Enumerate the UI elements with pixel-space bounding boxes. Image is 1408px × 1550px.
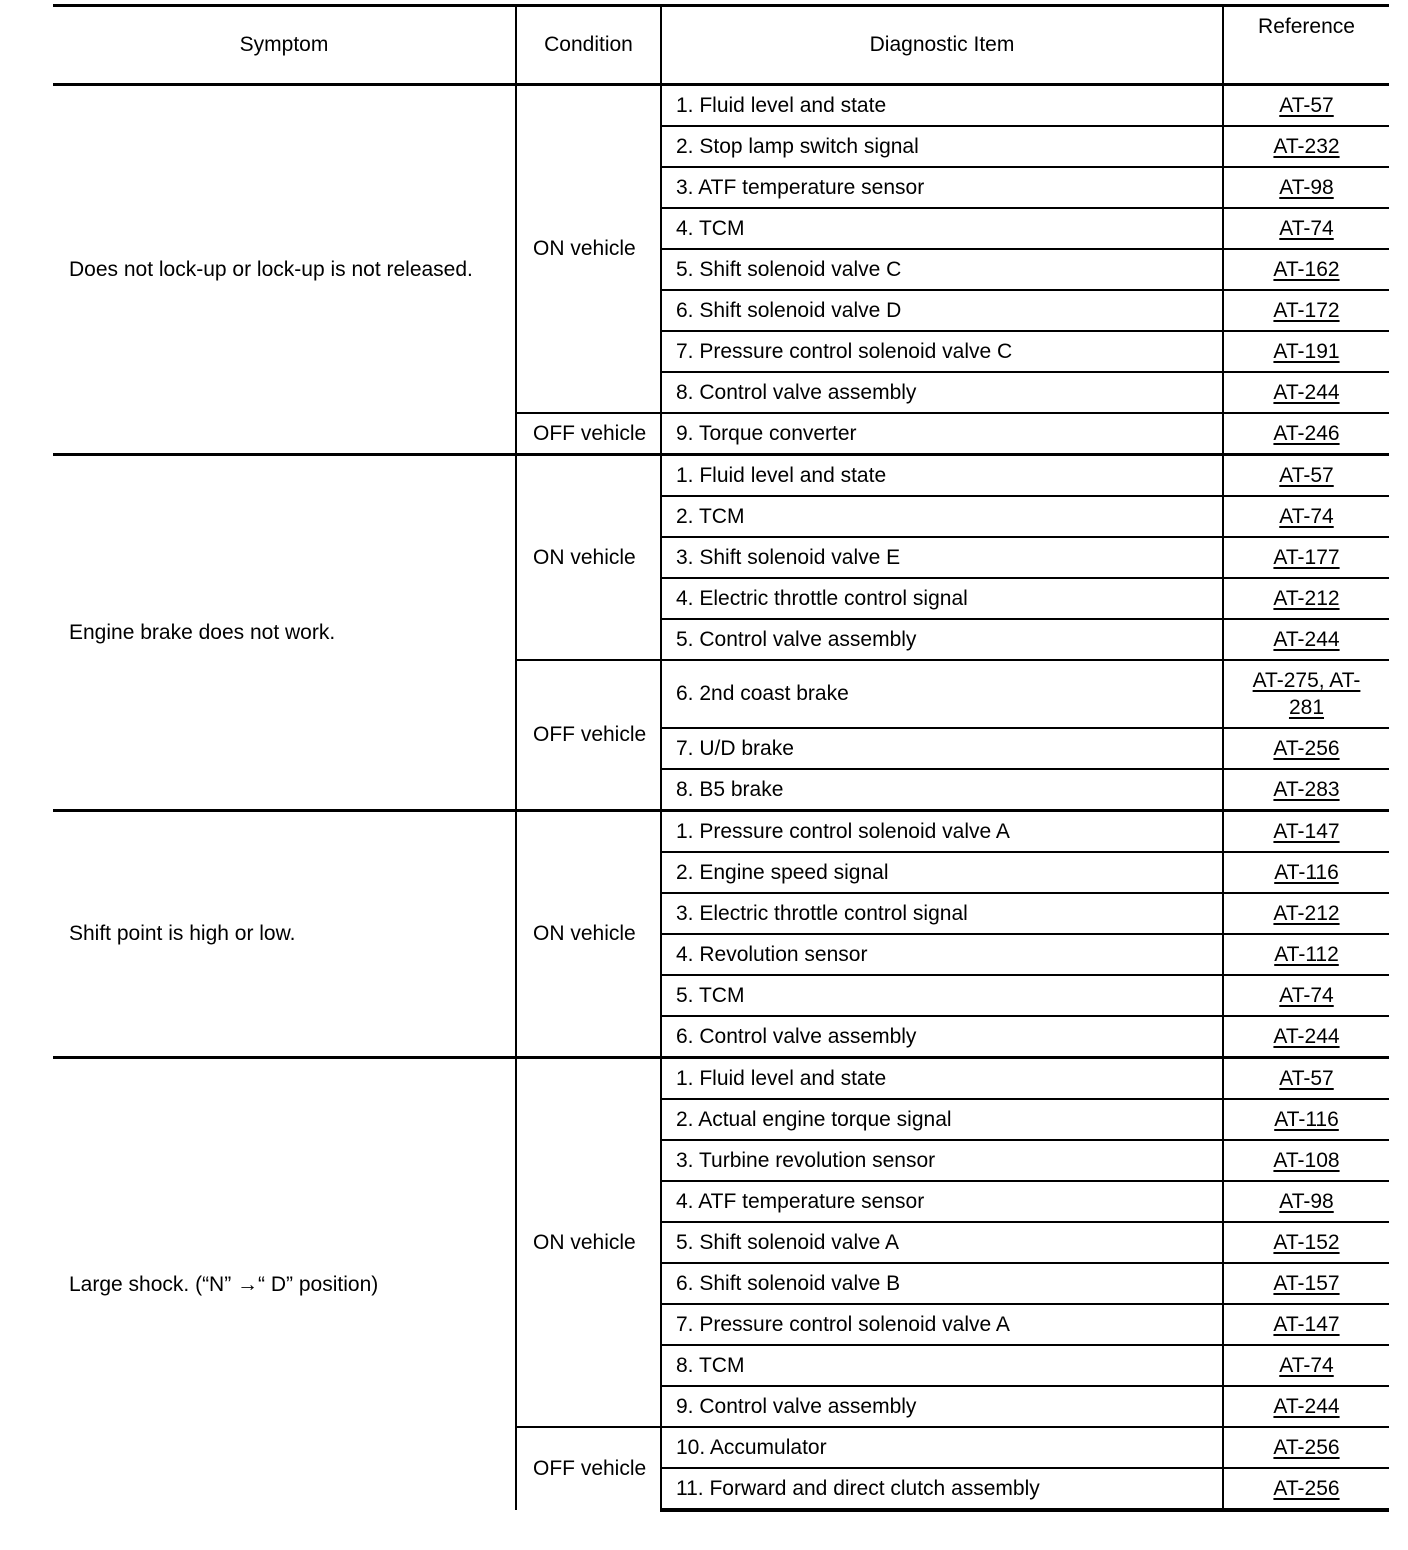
reference-link[interactable]: AT-177 (1273, 546, 1340, 569)
diagnostic-item-cell: 9. Torque converter (661, 413, 1223, 455)
reference-cell (1223, 728, 1389, 769)
reference-link[interactable]: AT-172 (1273, 299, 1340, 322)
reference-cell (1223, 1058, 1389, 1100)
table-row (53, 1058, 1389, 1100)
reference-link[interactable]: AT-283 (1273, 778, 1340, 801)
reference-header: Reference (1223, 6, 1389, 85)
reference-link[interactable]: AT-256 (1273, 1436, 1340, 1459)
header-row (53, 6, 1389, 85)
diagnostic-item-cell: 4. ATF temperature sensor (661, 1181, 1223, 1222)
condition-cell: OFF vehicle (516, 413, 661, 455)
diagnostic-item-cell: 9. Control valve assembly (661, 1386, 1223, 1427)
diagnostic-item-cell: 1. Fluid level and state (661, 85, 1223, 127)
reference-link[interactable]: AT-246 (1273, 422, 1340, 445)
condition-cell: OFF vehicle (516, 660, 661, 811)
diagnostic-item-cell: 11. Forward and direct clutch assembly (661, 1468, 1223, 1510)
diagnostic-item-cell: 6. Control valve assembly (661, 1016, 1223, 1058)
reference-link[interactable]: AT-275, AT-281 (1252, 669, 1361, 719)
reference-cell (1223, 290, 1389, 331)
reference-cell (1223, 85, 1389, 127)
diagnostic-item-cell: 5. TCM (661, 975, 1223, 1016)
reference-link[interactable]: AT-98 (1279, 1190, 1334, 1213)
reference-cell (1223, 496, 1389, 537)
reference-cell (1223, 455, 1389, 497)
reference-link[interactable]: AT-212 (1273, 902, 1340, 925)
diagnostic-item-cell: 1. Pressure control solenoid valve A (661, 811, 1223, 853)
reference-cell (1223, 1181, 1389, 1222)
reference-cell (1223, 126, 1389, 167)
diagnostic-item-cell: 6. Shift solenoid valve B (661, 1263, 1223, 1304)
condition-header: Condition (516, 6, 661, 85)
symptom-cell: Shift point is high or low. (53, 811, 516, 1058)
diagnostic-item-cell: 1. Fluid level and state (661, 455, 1223, 497)
reference-cell (1223, 811, 1389, 853)
reference-cell (1223, 1099, 1389, 1140)
diagnosis-table (53, 4, 1389, 1512)
diagnostic-item-cell: 6. Shift solenoid valve D (661, 290, 1223, 331)
symptom-cell: Engine brake does not work. (53, 455, 516, 811)
condition-cell: ON vehicle (516, 455, 661, 661)
condition-cell: ON vehicle (516, 811, 661, 1058)
reference-cell (1223, 660, 1389, 728)
reference-link[interactable]: AT-212 (1273, 587, 1340, 610)
table-row (53, 85, 1389, 127)
symptom-cell: Does not lock-up or lock-up is not released. (53, 85, 516, 455)
reference-cell (1223, 167, 1389, 208)
reference-link[interactable]: AT-74 (1279, 984, 1334, 1007)
diagnostic-item-cell: 3. Electric throttle control signal (661, 893, 1223, 934)
reference-link[interactable]: AT-244 (1273, 628, 1340, 651)
reference-cell (1223, 249, 1389, 290)
reference-link[interactable]: AT-256 (1273, 737, 1340, 760)
reference-cell (1223, 1140, 1389, 1181)
reference-cell (1223, 934, 1389, 975)
diagnostic-item-cell: 1. Fluid level and state (661, 1058, 1223, 1100)
reference-cell (1223, 769, 1389, 811)
reference-cell (1223, 852, 1389, 893)
reference-cell (1223, 975, 1389, 1016)
table-row (53, 455, 1389, 497)
diagnostic-item-cell: 7. U/D brake (661, 728, 1223, 769)
reference-link[interactable]: AT-57 (1279, 1067, 1334, 1090)
reference-link[interactable]: AT-108 (1273, 1149, 1340, 1172)
reference-cell (1223, 1345, 1389, 1386)
diagnostic-item-cell: 4. Revolution sensor (661, 934, 1223, 975)
diagnostic-item-cell: 7. Pressure control solenoid valve A (661, 1304, 1223, 1345)
diagnostic-item-cell: 2. Stop lamp switch signal (661, 126, 1223, 167)
reference-cell (1223, 372, 1389, 413)
reference-link[interactable]: AT-191 (1273, 340, 1340, 363)
diagnostic-item-cell: 4. Electric throttle control signal (661, 578, 1223, 619)
symptom-cell: Large shock. (“N” →“ D” position) (53, 1058, 516, 1511)
reference-cell (1223, 1222, 1389, 1263)
reference-link[interactable]: AT-147 (1273, 1313, 1340, 1336)
diagnostic-item-cell: 5. Shift solenoid valve A (661, 1222, 1223, 1263)
symptom-header: Symptom (53, 6, 516, 85)
diagnostic-item-cell: 7. Pressure control solenoid valve C (661, 331, 1223, 372)
reference-link[interactable]: AT-112 (1274, 943, 1339, 966)
table-row (53, 811, 1389, 853)
reference-cell (1223, 413, 1389, 455)
diagnostic-item-cell: 3. Turbine revolution sensor (661, 1140, 1223, 1181)
reference-link[interactable]: AT-157 (1273, 1272, 1340, 1295)
diagnostic-item-cell: 2. Engine speed signal (661, 852, 1223, 893)
diagnostic-item-cell: 2. TCM (661, 496, 1223, 537)
reference-link[interactable]: AT-74 (1279, 1354, 1334, 1377)
reference-link[interactable]: AT-57 (1279, 464, 1334, 487)
reference-cell (1223, 893, 1389, 934)
reference-cell (1223, 1304, 1389, 1345)
reference-cell (1223, 1427, 1389, 1468)
reference-link[interactable]: AT-74 (1279, 505, 1334, 528)
reference-link[interactable]: AT-152 (1273, 1231, 1340, 1254)
diagnostic-item-cell: 5. Shift solenoid valve C (661, 249, 1223, 290)
reference-cell (1223, 1016, 1389, 1058)
reference-link[interactable]: AT-116 (1274, 1108, 1339, 1131)
diagnostic-item-cell: 3. Shift solenoid valve E (661, 537, 1223, 578)
reference-link[interactable]: AT-244 (1273, 1395, 1340, 1418)
reference-cell (1223, 1468, 1389, 1510)
reference-link[interactable]: AT-232 (1273, 135, 1340, 158)
diagnostic-item-cell: 5. Control valve assembly (661, 619, 1223, 660)
diagnostic-item-cell: 10. Accumulator (661, 1427, 1223, 1468)
diagnostic-item-cell: 8. TCM (661, 1345, 1223, 1386)
diagnostic-item-cell: 4. TCM (661, 208, 1223, 249)
diagnostic-item-cell: 8. B5 brake (661, 769, 1223, 811)
table-body (53, 85, 1389, 1511)
reference-cell (1223, 1386, 1389, 1427)
reference-link[interactable]: AT-244 (1273, 381, 1340, 404)
reference-link[interactable]: AT-244 (1273, 1025, 1340, 1048)
reference-cell (1223, 1263, 1389, 1304)
reference-cell (1223, 208, 1389, 249)
reference-cell (1223, 578, 1389, 619)
diagnostic-item-header: Diagnostic Item (661, 6, 1223, 85)
reference-link[interactable]: AT-256 (1273, 1477, 1340, 1500)
reference-link[interactable]: AT-147 (1273, 820, 1340, 843)
reference-cell (1223, 331, 1389, 372)
reference-link[interactable]: AT-57 (1279, 94, 1334, 117)
condition-cell: OFF vehicle (516, 1427, 661, 1510)
reference-cell (1223, 537, 1389, 578)
reference-cell (1223, 619, 1389, 660)
diagnostic-item-cell: 3. ATF temperature sensor (661, 167, 1223, 208)
condition-cell: ON vehicle (516, 1058, 661, 1428)
condition-cell: ON vehicle (516, 85, 661, 414)
diagnostic-item-cell: 8. Control valve assembly (661, 372, 1223, 413)
reference-link[interactable]: AT-162 (1273, 258, 1340, 281)
diagnostic-item-cell: 6. 2nd coast brake (661, 660, 1223, 728)
reference-link[interactable]: AT-116 (1274, 861, 1339, 884)
diagnostic-item-cell: 2. Actual engine torque signal (661, 1099, 1223, 1140)
reference-link[interactable]: AT-98 (1279, 176, 1334, 199)
reference-link[interactable]: AT-74 (1279, 217, 1334, 240)
